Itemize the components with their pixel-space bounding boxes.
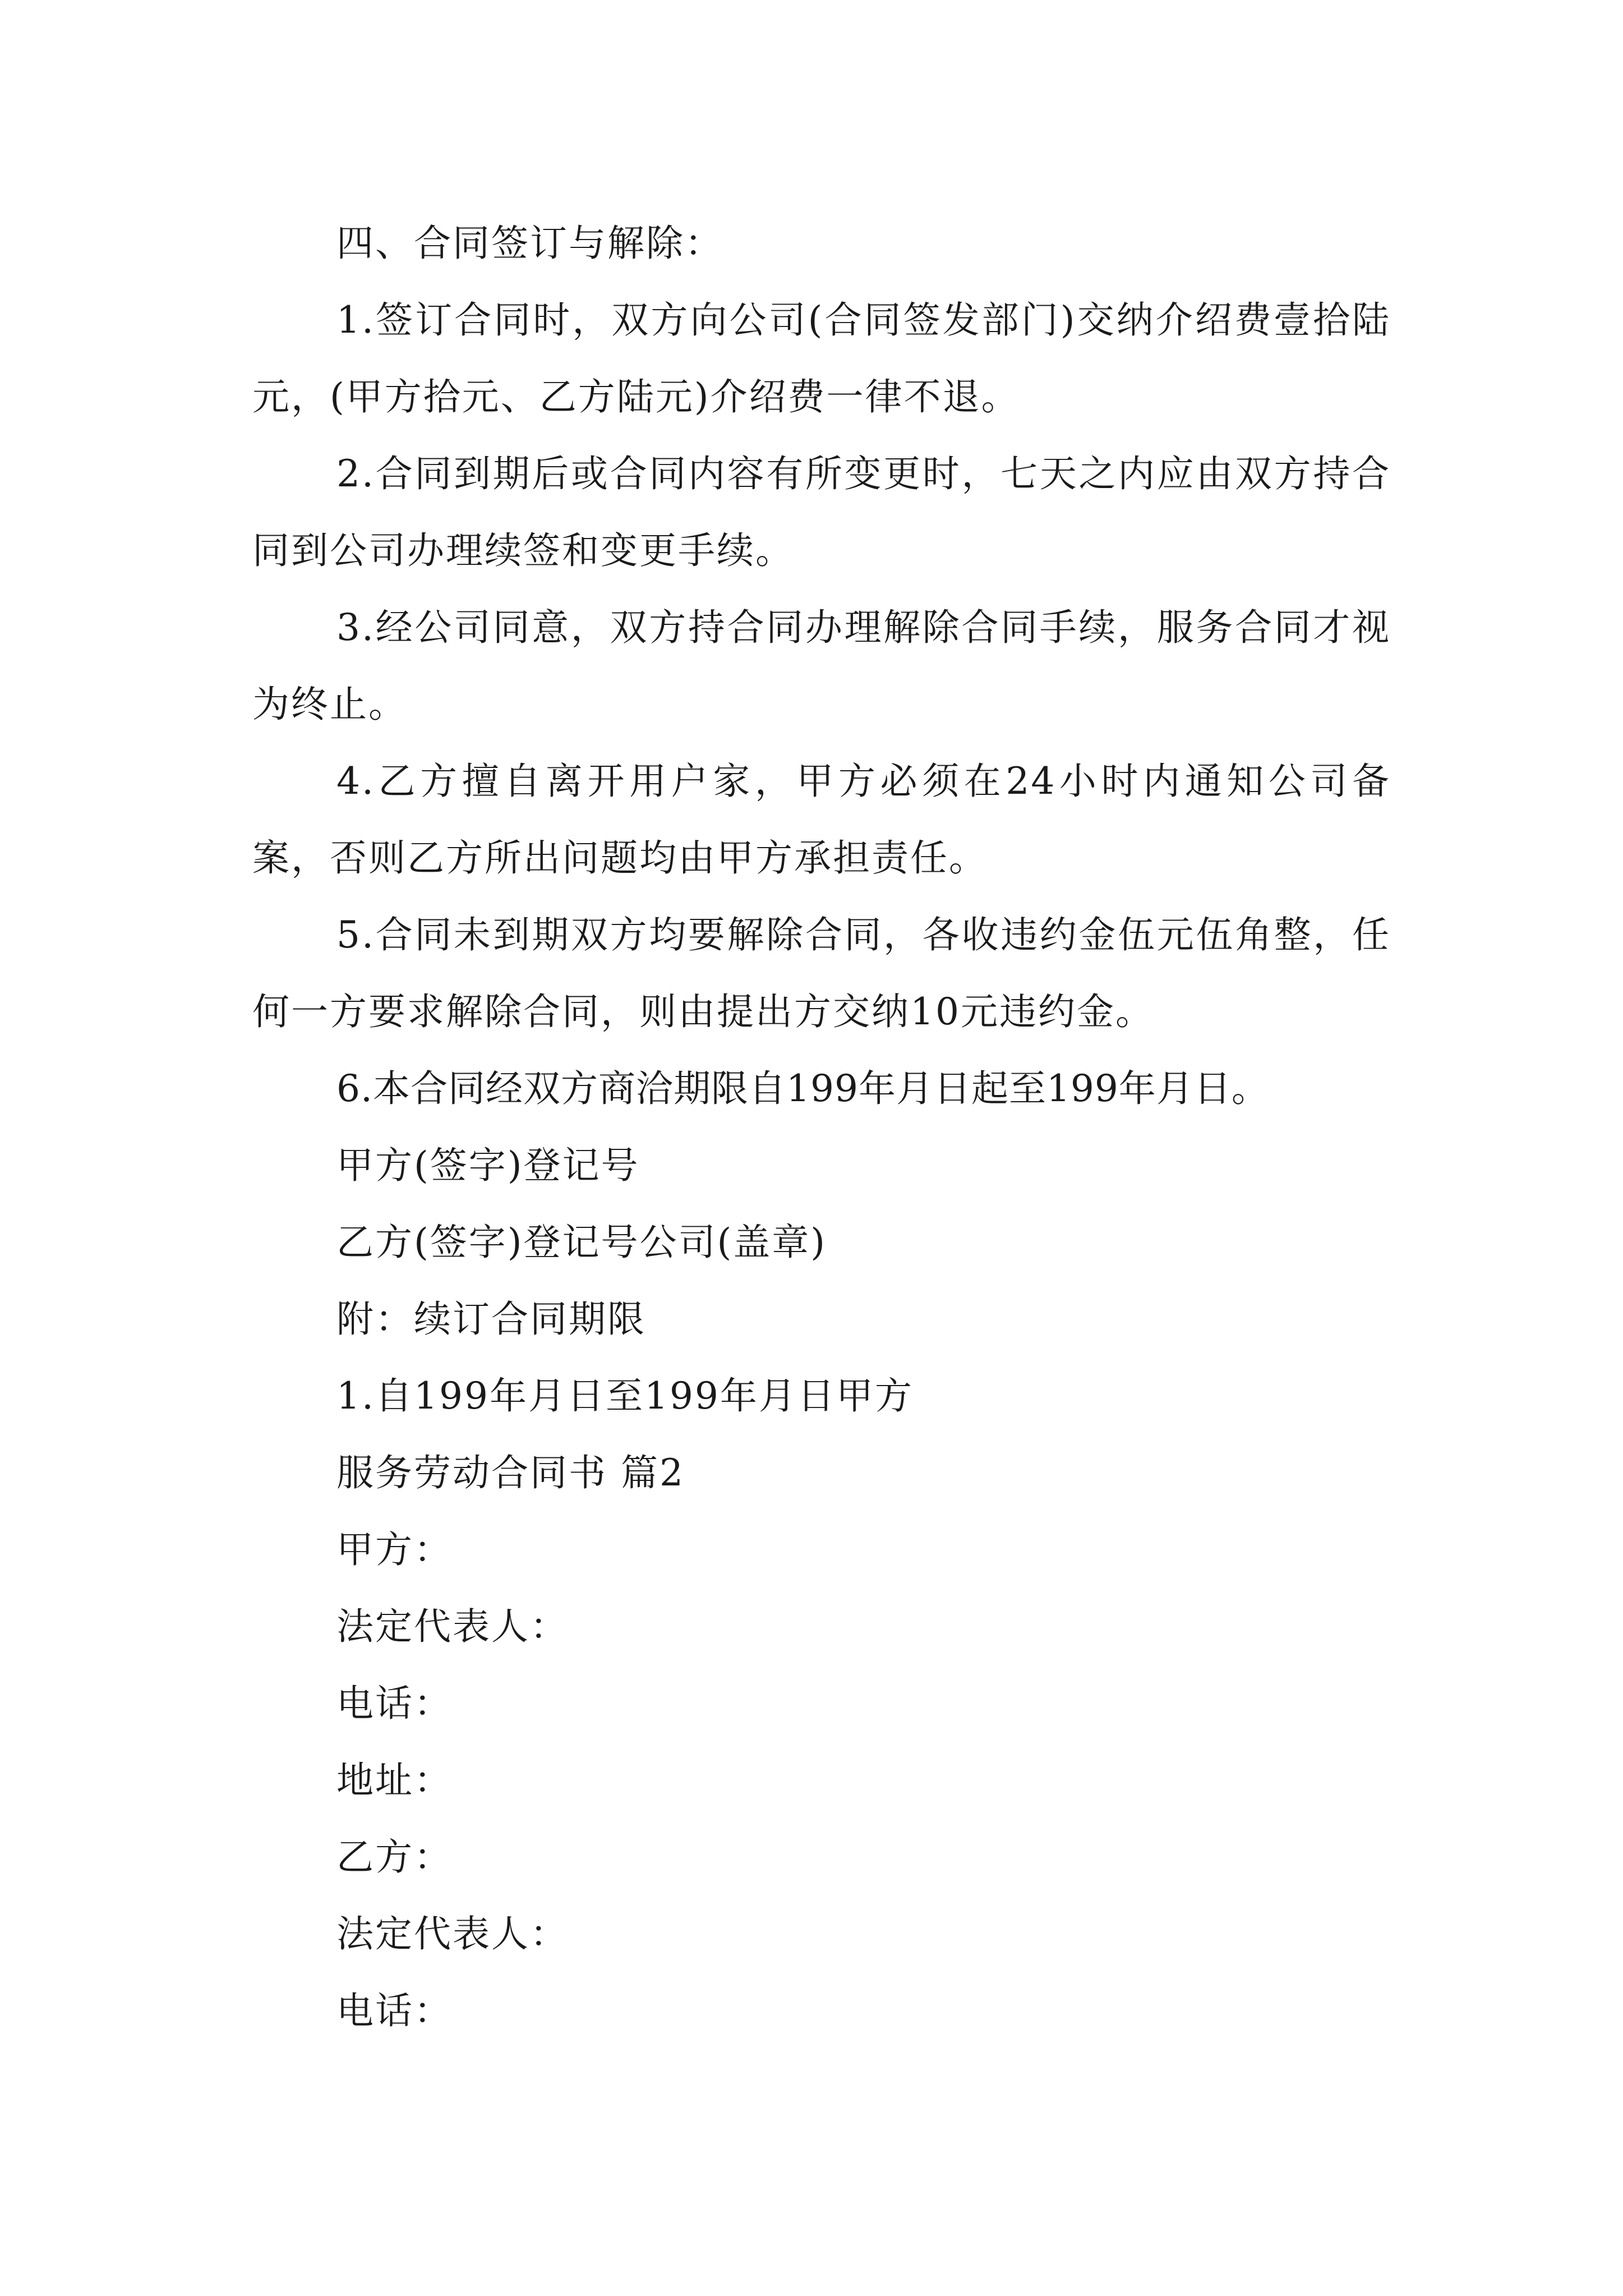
field-party-b: 乙方： [336, 1835, 453, 1879]
appendix-item-1: 1.自199年月日至199年月日甲方 [336, 1374, 914, 1418]
party-a-signature-line: 甲方(签字)登记号 [336, 1144, 640, 1187]
field-party-a-legal-rep: 法定代表人： [336, 1605, 569, 1648]
appendix-heading: 附：续订合同期限 [336, 1297, 646, 1341]
clause-6-term: 6.本合同经双方商洽期限自199年月日起至199年月日。 [336, 1067, 1269, 1110]
field-party-a: 甲方： [336, 1528, 453, 1571]
field-party-a-phone: 电话： [336, 1682, 453, 1725]
field-party-b-legal-rep: 法定代表人： [336, 1912, 569, 1955]
clause-5-penalty: 5.合同未到期双方均要解除合同，各收违约金伍元伍角整，任何一方要求解除合同，则由提出方交纳10元违约金。 [252, 913, 1391, 1033]
field-party-a-address: 地址： [336, 1759, 453, 1802]
clause-2-renewal: 2.合同到期后或合同内容有所变更时，七天之内应由双方持合同到公司办理续签和变更手续。 [252, 452, 1391, 572]
field-party-b-phone: 电话： [336, 1989, 453, 2032]
document-title-part-2: 服务劳动合同书 篇2 [336, 1451, 685, 1494]
clause-3-termination: 3.经公司同意，双方持合同办理解除合同手续，服务合同才视为终止。 [252, 606, 1391, 726]
clause-4-leaving-notice: 4.乙方擅自离开用户家，甲方必须在24小时内通知公司备案，否则乙方所出问题均由甲方承担责任。 [252, 760, 1391, 880]
section-heading-contract-signing: 四、合同签订与解除： [336, 222, 723, 265]
document-body [252, 205, 1391, 2049]
party-b-signature-line: 乙方(签字)登记号公司(盖章) [336, 1221, 827, 1264]
clause-1-introduction-fee: 1.签订合同时，双方向公司(合同签发部门)交纳介绍费壹拾陆元，(甲方拾元、乙方陆元)介绍费一律不退。 [252, 298, 1391, 418]
